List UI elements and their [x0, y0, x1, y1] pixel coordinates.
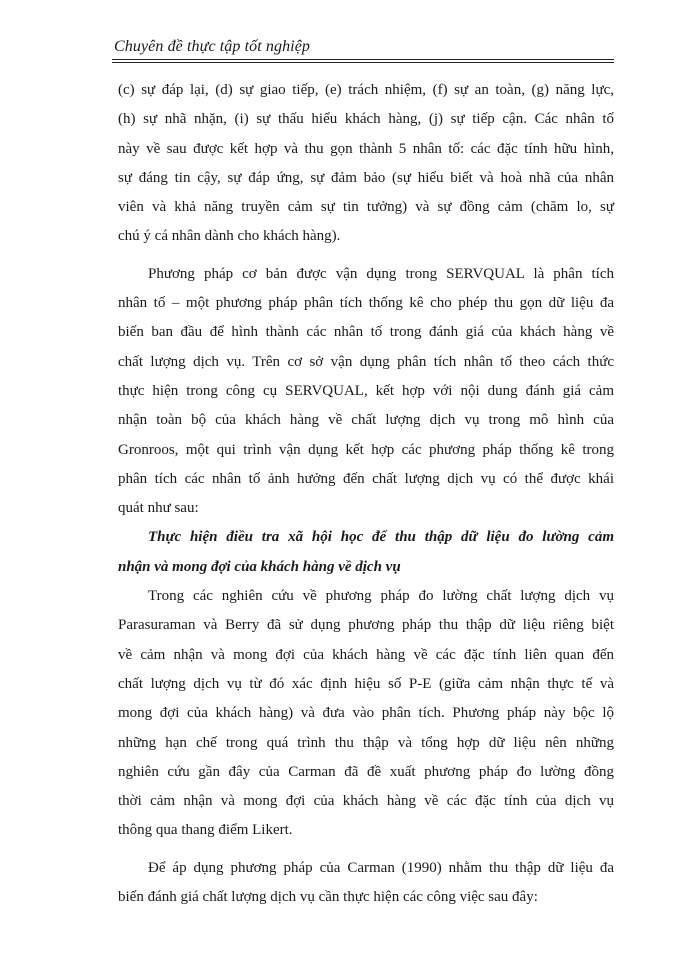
text-line: này về sau được kết hợp và thu gọn thành 5 nhân tố: các đặc tính hữu hình,	[118, 140, 614, 157]
text-line: thông qua thang điểm Likert.	[118, 822, 293, 839]
text-line: quát như sau:	[118, 500, 199, 517]
paragraph	[118, 260, 614, 524]
text-line: chú ý cá nhân dành cho khách hàng).	[118, 228, 341, 245]
text-line: biến ban đầu để hình thành các nhân tố trong đánh giá của khách hàng về	[118, 324, 614, 341]
paragraph	[118, 854, 614, 913]
text-line: nhận toàn bộ của khách hàng về chất lượng dịch vụ trong mô hình của	[118, 412, 614, 429]
text-line: nghiên cứu gần đây của Carman đã đề xuất phương pháp đo lường đồng	[118, 763, 614, 780]
text-line: biến đánh giá chất lượng dịch vụ cần thực hiện các công việc sau đây:	[118, 889, 538, 906]
header-rule-top	[112, 59, 614, 60]
header-rule-bottom	[112, 62, 614, 63]
text-line: Để áp dụng phương pháp của Carman (1990) nhằm thu thập dữ liệu đa	[148, 859, 614, 876]
text-line: mong đợi của khách hàng) và đưa vào phân tích. Phương pháp này bộc lộ	[118, 705, 614, 722]
text-line: nhân tố – một phương pháp phân tích thống kê cho phép thu gọn dữ liệu đa	[118, 295, 614, 312]
text-line: chất lượng dịch vụ. Trên cơ sở vận dụng phân tích nhân tố theo cách thức	[118, 353, 614, 370]
document-body	[118, 76, 614, 912]
text-line: thời cảm nhận và mong đợi của khách hàng về các đặc tính của dịch vụ	[118, 793, 614, 810]
text-line: về cảm nhận và mong đợi của khách hàng về các đặc tính liên quan đến	[118, 646, 614, 663]
paragraph	[118, 582, 614, 846]
text-line: phân tích các nhân tố ảnh hưởng đến chất lượng dịch vụ có thể được khái	[118, 470, 614, 487]
text-line: Parasuraman và Berry đã sử dụng phương pháp thu thập dữ liệu riêng biệt	[118, 617, 614, 634]
text-line: thực hiện trong công cụ SERVQUAL, kết hợp với nội dung đánh giá cảm	[118, 382, 614, 399]
subheading	[118, 523, 614, 582]
text-line: Gronroos, một qui trình vận dụng kết hợp các phương pháp thống kê trong	[118, 441, 614, 458]
subheading-line: Thực hiện điều tra xã hội học để thu thập dữ liệu đo lường cảm	[148, 529, 614, 546]
text-line: sự đáng tin cậy, sự đáp ứng, sự đảm bảo (sự hiểu biết và hoà nhã của nhân	[118, 169, 614, 186]
text-line: Trong các nghiên cứu về phương pháp đo lường chất lượng dịch vụ	[148, 588, 614, 605]
text-line: (h) sự nhã nhặn, (i) sự thấu hiểu khách hàng, (j) sự tiếp cận. Các nhân tố	[118, 111, 614, 128]
text-line: những hạn chế trong quá trình thu thập và tổng hợp dữ liệu nên những	[118, 734, 614, 751]
text-line: viên và khả năng truyền cảm sự tin tưởng) và sự đồng cảm (chăm lo, sự	[118, 199, 614, 216]
page-header-title: Chuyên đề thực tập tốt nghiệp	[114, 38, 311, 55]
subheading-line: nhận và mong đợi của khách hàng về dịch vụ	[118, 558, 401, 575]
text-line: Phương pháp cơ bản được vận dụng trong SERVQUAL là phân tích	[148, 265, 614, 282]
text-line: chất lượng dịch vụ từ đó xác định hiệu số P-E (giữa cảm nhận thực tế và	[118, 675, 614, 692]
text-line: (c) sự đáp lại, (d) sự giao tiếp, (e) trách nhiệm, (f) sự an toàn, (g) năng lực,	[118, 82, 614, 98]
paragraph	[118, 76, 614, 252]
